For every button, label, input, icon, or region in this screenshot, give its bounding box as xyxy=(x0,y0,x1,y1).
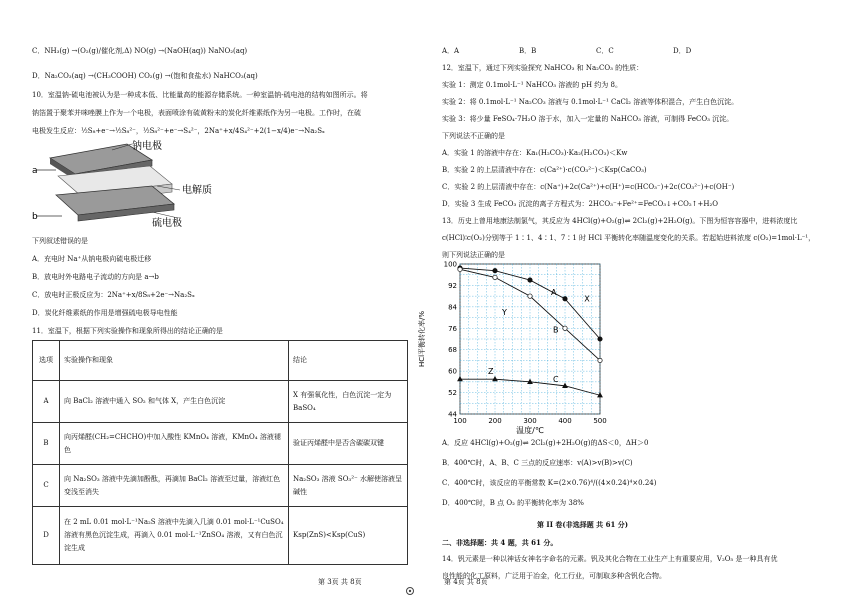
part2-title: 第 II 卷(非选择题 共 61 分) xyxy=(537,520,629,529)
sodium-electrode-label: 钠电极 xyxy=(132,141,162,152)
y-tick-label: 68 xyxy=(448,346,457,355)
q12-ask: 下列说法不正确的是 xyxy=(442,132,505,140)
x-axis-label: 温度/℃ xyxy=(516,426,544,435)
q10-stem-line2: 钠箔置于聚苯并咪唑膜上作为一个电极，表面喷涂有硫黄粉末的炭化纤维素纸作为另一电极。工作时，在硫 xyxy=(32,109,361,117)
q14-stem-line1: 14．钒元素是一种以神话女神名字命名的元素。钒及其化合物在工业生产上有重要应用，V₂O₅ 是一种具有优 xyxy=(442,555,778,563)
binding-hole-icon xyxy=(405,586,415,596)
q10-option-b: B．放电时外电路电子流动的方向是 a→b xyxy=(32,273,159,281)
header-option: 选项 xyxy=(33,341,60,381)
q12-intro: 12．室温下，通过下列实验探究 NaHCO₃ 和 Na₂CO₃ 的性质： xyxy=(442,64,644,72)
series-point-y xyxy=(563,326,567,330)
series-point-x xyxy=(598,337,602,341)
header-operation: 实验操作和现象 xyxy=(60,341,289,381)
row-operation: 向丙烯醛(CH₂=CHCHO)中加入酸性 KMnO₄ 溶液，KMnO₄ 溶液褪色 xyxy=(60,423,289,465)
y-tick-label: 100 xyxy=(443,260,457,269)
y-tick-label: 92 xyxy=(448,281,457,290)
row-operation: 向 BaCl₂ 溶液中通入 SO₂ 和气体 X，产生白色沉淀 xyxy=(60,381,289,423)
q13-stem-line1: 13．历史上曾用地康法制氯气，其反应为 4HCl(g)+O₂(g)⇌ 2Cl₂(g)+2H₂O(g)。下图为恒容容器中，进料浓度比 xyxy=(442,217,798,225)
table-row xyxy=(33,465,408,507)
q13-stem-line3: 则下列说法正确的是 xyxy=(442,251,505,259)
x-tick-label: 200 xyxy=(488,417,502,425)
y-tick-label: 76 xyxy=(448,324,457,333)
header-conclusion: 结论 xyxy=(289,341,408,381)
q11-option-d: D．D xyxy=(673,47,692,55)
series-point-x xyxy=(563,297,567,301)
row-option: B xyxy=(33,423,60,465)
y-tick-label: 84 xyxy=(448,303,457,312)
x-tick-label: 100 xyxy=(453,417,467,425)
series-point-y xyxy=(528,294,532,298)
q10-option-d: D．炭化纤维素纸的作用是增强硫电极导电性能 xyxy=(32,309,178,317)
battery-diagram xyxy=(32,140,252,232)
point-label-c: C xyxy=(553,374,559,384)
terminal-a-label: a xyxy=(32,166,38,176)
row-option: C xyxy=(33,465,60,507)
x-tick-label: 400 xyxy=(558,417,572,425)
table-row xyxy=(33,507,408,565)
y-tick-label: 60 xyxy=(448,367,457,376)
point-label-b: B xyxy=(553,325,559,335)
x-tick-label: 500 xyxy=(593,417,607,425)
left-page-footer: 第 3页 共 8页 xyxy=(318,578,362,586)
q11-option-b: B．B xyxy=(519,47,537,55)
electrolyte-label: 电解质 xyxy=(182,185,212,196)
table-header-row xyxy=(33,341,408,381)
q13-option-a: A．反应 4HCl(g)+O₂(g)⇌ 2Cl₂(g)+2H₂O(g)的ΔS＜0，ΔH＞0 xyxy=(442,439,649,447)
q12-exp1: 实验 1：测定 0.1mol·L⁻¹ NaHCO₃ 溶液的 pH 约为 8。 xyxy=(442,81,622,89)
part2-subtitle: 二、非选择题：共 4 题，共 61 分。 xyxy=(442,538,558,547)
q13-option-b: B．400℃时，A、B、C 三点的反应速率：v(A)>v(B)>v(C) xyxy=(442,459,633,467)
q13-stem-line2: c(HCl)∶c(O₂)分别等于 1∶1、4∶1、7∶1 时 HCl 平衡转化率随温度变化的关系。若起始进料浓度 c(O₂)=1mol·L⁻¹， xyxy=(442,234,816,242)
row-operation: 向 Na₂SO₃ 溶液中先滴加酚酞，再滴加 BaCl₂ 溶液至过量，溶液红色变浅至消失 xyxy=(60,465,289,507)
x-tick-label: 300 xyxy=(523,417,537,425)
y-axis-label: HCl平衡转化率/% xyxy=(418,310,426,368)
row-operation: 在 2 mL 0.01 mol·L⁻¹Na₂S 溶液中先滴入几滴 0.01 mol·L⁻¹CuSO₄ 溶液有黑色沉淀生成，再滴入 0.01 mol·L⁻¹ZnSO₄ 溶液，又有白色沉淀生成 xyxy=(60,507,289,565)
row-conclusion: X 有强氧化性，白色沉淀一定为 BaSO₄ xyxy=(289,381,408,423)
table-row xyxy=(33,423,408,465)
q12-option-b: B．实验 2 的上层清液中存在：c(Ca²⁺)·c(CO₃²⁻)＜Ksp(CaCO₃) xyxy=(442,166,647,174)
q10-option-c: C．放电时正极反应为：2Na⁺+x/8S₈+2e⁻→Na₂Sₓ xyxy=(32,291,195,299)
sulfur-electrode-label: 硫电极 xyxy=(152,218,182,229)
y-tick-label: 44 xyxy=(448,410,457,419)
series-label-y: Y xyxy=(502,307,507,317)
q12-exp3: 实验 3：将少量 FeSO₄·7H₂O 溶于水，加入一定量的 NaHCO₃ 溶液，可制得 FeCO₃ 沉淀。 xyxy=(442,115,734,123)
q13-option-d: D．400℃时，B 点 O₂ 的平衡转化率为 38% xyxy=(442,499,584,507)
terminal-b-label: b xyxy=(32,212,38,222)
row-conclusion: 验证丙烯醛中是否含碳碳双键 xyxy=(289,423,408,465)
q12-option-d: D．实验 3 生成 FeCO₃ 沉淀的离子方程式为：2HCO₃⁻+Fe²⁺=FeCO₃↓+CO₂↑+H₂O xyxy=(442,200,719,208)
y-tick-label: 52 xyxy=(448,389,457,398)
hcl-conversion-chart xyxy=(412,258,612,436)
q10-ask: 下列叙述错误的是 xyxy=(32,237,88,245)
q10-option-a: A．充电时 Na⁺从钠电极向硫电极迁移 xyxy=(32,255,152,263)
q14-stem-line2: 良性能的化工原料，广泛用于冶金，化工行业，可制取多种含钒化合物。 xyxy=(442,572,666,580)
q9-option-d: D．Na₂CO₃(aq) →(CH₃COOH) CO₂(g) →(饱和食盐水) NaHCO₃(aq) xyxy=(32,72,258,80)
series-point-y xyxy=(598,358,602,362)
right-page-footer: 第 4页 共 8页 xyxy=(444,578,488,586)
series-label-z: Z xyxy=(488,366,494,376)
series-label-x: X xyxy=(584,294,590,304)
series-point-y xyxy=(493,275,497,279)
series-point-x xyxy=(528,278,532,282)
q11-option-a: A．A xyxy=(442,47,460,55)
q9-option-c: C．NH₃(g) →(O₂(g)/催化剂,Δ) NO(g) →(NaOH(aq)) NaNO₂(aq) xyxy=(32,47,248,55)
q11-table xyxy=(32,340,408,565)
q12-option-a: A．实验 1 的溶液中存在：Ka₁(H₂CO₃)·Ka₂(H₂CO₃)＜Kw xyxy=(442,149,628,157)
point-label-a: A xyxy=(551,287,557,297)
series-point-x xyxy=(493,268,497,272)
table-row xyxy=(33,381,408,423)
row-option: D xyxy=(33,507,60,565)
q13-option-c: C．400℃时，该反应的平衡常数 K=(2×0.76)⁴/((4×0.24)⁴×0.24) xyxy=(442,479,657,487)
q11-stem: 11．室温下，根据下列实验操作和现象所得出的结论正确的是 xyxy=(32,327,223,335)
row-option: A xyxy=(33,381,60,423)
row-conclusion: Ksp(ZnS)<Ksp(CuS) xyxy=(289,507,408,565)
series-point-y xyxy=(458,267,462,271)
q10-stem-line1: 10．室温钠-硫电池被认为是一种成本低、比能量高的能源存储系统。一种室温钠-硫电池的结构如图所示。将 xyxy=(32,91,368,99)
q12-option-c: C．实验 2 的上层清液中存在：c(Na⁺)+2c(Ca²⁺)+c(H⁺)=c(HCO₃⁻)+2c(CO₃²⁻)+c(OH⁻) xyxy=(442,183,735,191)
row-conclusion: Na₂SO₃ 溶液 SO₃²⁻ 水解使溶液呈碱性 xyxy=(289,465,408,507)
q12-exp2: 实验 2：将 0.1mol·L⁻¹ Na₂CO₃ 溶液与 0.1mol·L⁻¹ CaCl₂ 溶液等体积混合，产生白色沉淀。 xyxy=(442,98,739,106)
q10-stem-line3: 电极发生反应：½S₈+e⁻→½S₈²⁻，½S₈²⁻+e⁻→S₄²⁻，2Na⁺+x/4S₄²⁻+2(1−x/4)e⁻→Na₂Sₓ xyxy=(32,127,326,135)
q11-option-c: C．C xyxy=(596,47,614,55)
